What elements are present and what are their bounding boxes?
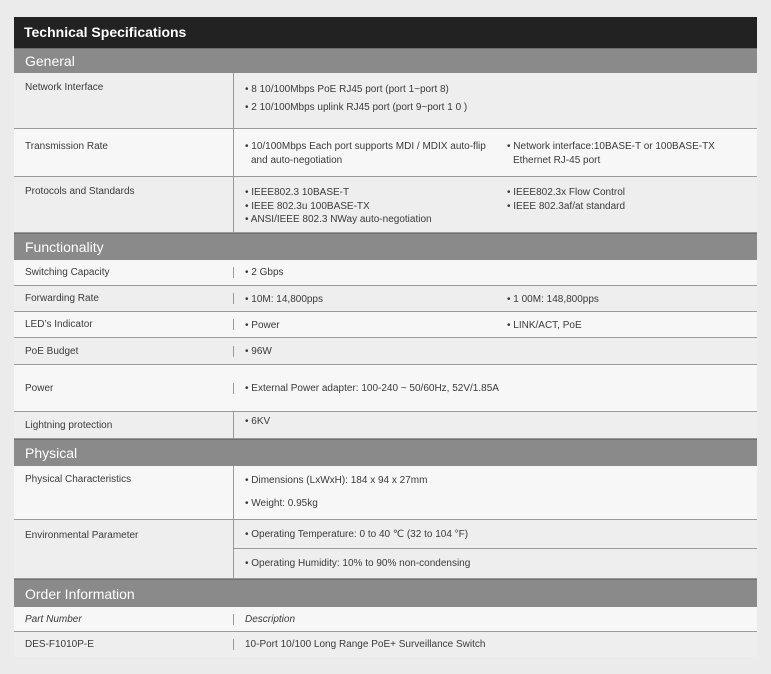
label-power: Power (14, 383, 234, 394)
value-humidity: • Operating Humidity: 10% to 90% non-condensing (245, 558, 471, 569)
value-switching-capacity: • 2 Gbps (245, 267, 284, 278)
forwarding-rate-100m: • 1 00M: 148,800pps (507, 294, 599, 305)
network-interface-item-2: • 2 10/100Mbps uplink RJ45 port (port 9~port 1 0 ) (245, 102, 468, 113)
protocol-left-2: • IEEE 802.3u 100BASE-TX (245, 200, 370, 212)
row-transmission-rate (14, 129, 757, 177)
transmission-rate-right-1: • Network interface:10BASE-T or 100BASE-TX (507, 141, 715, 152)
section-physical-heading: Physical (14, 439, 757, 466)
value-power: • External Power adapter: 100-240 ~ 50/60Hz, 52V/1.85A (245, 382, 499, 394)
label-transmission-rate: Transmission Rate (14, 129, 234, 176)
section-general-heading: General (14, 48, 757, 73)
row-lightning (14, 412, 757, 439)
protocol-right-2: • IEEE 802.3af/at standard (507, 200, 626, 212)
protocol-left-3: • ANSI/IEEE 802.3 NWay auto-negotiation (245, 214, 432, 225)
section-order-heading: Order Information (14, 579, 757, 607)
row-environmental (14, 520, 757, 579)
row-physical-characteristics (14, 466, 757, 520)
spec-sheet (14, 17, 757, 657)
led-link-act: • LINK/ACT, PoE (507, 320, 582, 331)
order-description: 10-Port 10/100 Long Range PoE+ Surveillance Switch (245, 639, 486, 650)
row-power (14, 365, 757, 412)
label-network-interface: Network Interface (14, 73, 234, 128)
value-temperature: • Operating Temperature: 0 to 40 ℃ (32 to 104 °F) (234, 520, 757, 549)
value-weight: • Weight: 0.95kg (245, 497, 318, 509)
network-interface-item-1: • 8 10/100Mbps PoE RJ45 port (port 1~port 8) (245, 84, 449, 95)
value-poe-budget: • 96W (245, 345, 272, 357)
transmission-rate-left-1: • 10/100Mbps Each port supports MDI / MDIX auto-flip (245, 141, 486, 152)
label-switching-capacity: Switching Capacity (14, 267, 234, 278)
order-part-number: DES-F1010P-E (14, 639, 234, 650)
row-poe-budget (14, 338, 757, 365)
label-protocols: Protocols and Standards (14, 177, 234, 232)
protocol-right-1: • IEEE802.3x Flow Control (507, 187, 625, 198)
order-row (14, 632, 757, 657)
row-network-interface (14, 73, 757, 129)
forwarding-rate-10m: • 10M: 14,800pps (245, 294, 323, 305)
row-switching-capacity (14, 260, 757, 286)
section-functionality-heading: Functionality (14, 233, 757, 260)
header-description: Description (245, 613, 296, 625)
label-physical-characteristics: Physical Characteristics (14, 466, 234, 519)
order-header-row (14, 607, 757, 632)
value-dimensions: • Dimensions (LxWxH): 184 x 94 x 27mm (245, 475, 428, 486)
header-part-number: Part Number (14, 614, 234, 625)
label-lightning: Lightning protection (14, 412, 234, 438)
protocol-left-1: • IEEE802.3 10BASE-T (245, 187, 350, 198)
page-title: Technical Specifications (14, 17, 757, 48)
label-led-indicator: LED’s Indicator (14, 319, 234, 330)
row-led-indicator (14, 312, 757, 338)
transmission-rate-left-2: and auto-negotiation (251, 154, 343, 166)
row-forwarding-rate (14, 286, 757, 312)
label-poe-budget: PoE Budget (14, 346, 234, 357)
transmission-rate-right-2: Ethernet RJ-45 port (513, 154, 601, 166)
value-lightning: • 6KV (245, 416, 271, 427)
label-forwarding-rate: Forwarding Rate (14, 293, 234, 304)
row-protocols (14, 177, 757, 233)
led-power: • Power (245, 320, 280, 331)
label-environmental: Environmental Parameter (14, 520, 234, 578)
